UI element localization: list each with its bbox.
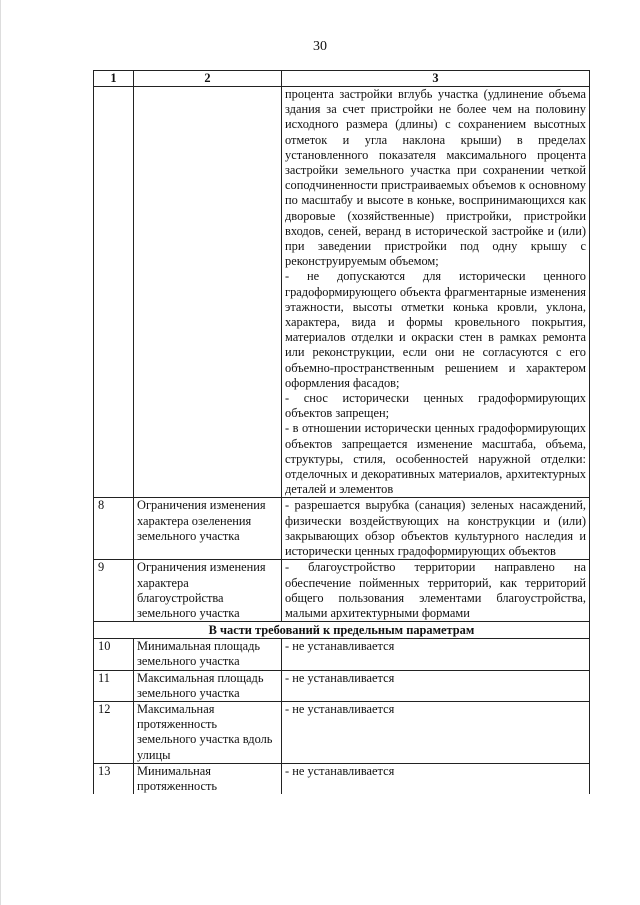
table-row [94,701,590,763]
row-text: - не устанавливается [282,670,590,701]
page-number: 30 [313,39,327,54]
row-text: - разрешается вырубка (санация) зеленых насаждений, физически воздействующих на конструкции и (или) закрывающих обзор объектов культурного наследия и исторически ценных градоформирующих объектов [282,498,590,560]
regulations-table [93,70,590,794]
header-row [94,71,590,87]
header-col-2: 2 [134,71,282,87]
row-name: Максимальная площадь земельного участка [134,670,282,701]
continued-text-cell [282,87,590,498]
row-number: 11 [94,670,134,701]
section-title: В части требований к предельным параметрам [94,622,590,639]
continued-row [94,87,590,498]
header-col-3: 3 [282,71,590,87]
table-row [94,670,590,701]
paragraph: - в отношении исторически ценных градоформирующих объектов запрещается изменение масштаба, объема, структуры, стиля, особенностей наружной отделки: отделочных и декоративных материалов, архитектурных деталей и элементов [285,421,586,497]
table-row [94,560,590,622]
paragraph: - снос исторически ценных градоформирующих объектов запрещен; [285,391,586,421]
row-text: - не устанавливается [282,701,590,763]
row-name: Минимальная площадь земельного участка [134,639,282,670]
row-name: Максимальная протяженность земельного участка вдоль улицы [134,701,282,763]
row-number: 9 [94,560,134,622]
row-name: Ограничения изменения характера озеленения земельного участка [134,498,282,560]
row-number: 12 [94,701,134,763]
row-name: Минимальная протяженность [134,763,282,794]
row-text: - не устанавливается [282,763,590,794]
continued-name-cell [134,87,282,498]
scan-edge [0,0,1,905]
row-number: 13 [94,763,134,794]
row-number: 10 [94,639,134,670]
table-row [94,498,590,560]
table-row [94,639,590,670]
row-text: - благоустройство территории направлено на обеспечение пойменных территорий, как территорий общего пользования элементами благоустройства, малыми архитектурными формами [282,560,590,622]
paragraph: процента застройки вглубь участка (удлинение объема здания за счет пристройки не более чем на половину исходного размера (длины) с сохранением высотных отметок и угла наклона крыши) в пределах установленного показателя максимального процента застройки земельного участка при сохранении четкой соподчиненности пристраиваемых объемов к основному по масштабу и высоте в коньке, воспринимающихся как дворовые (хозяйственные) пристройки, пристройки входов, сеней, веранд в исторической застройке и (или) при заведении пристройки под одну крышу с реконструируемым объемом; [285,87,586,269]
paragraph: - не допускаются для исторически ценного градоформирующего объекта фрагментарные изменения этажности, высоты отметки конька кровли, уклона, характера, вида и формы кровельного покрытия, материалов отделки и окраски стен в рамках ремонта или реконструкции, если они не согласуются с его объемно-пространственным решением и характером оформления фасадов; [285,269,586,390]
row-text: - не устанавливается [282,639,590,670]
header-col-1: 1 [94,71,134,87]
section-row [94,622,590,639]
row-name: Ограничения изменения характера благоустройства земельного участка [134,560,282,622]
continued-num-cell [94,87,134,498]
table-row-last [94,763,590,794]
row-number: 8 [94,498,134,560]
